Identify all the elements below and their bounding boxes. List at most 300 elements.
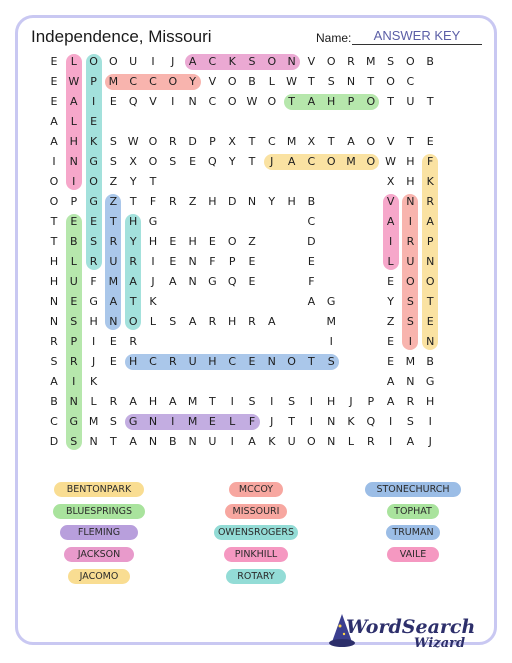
grid-letter: D xyxy=(49,435,59,448)
grid-letter: N xyxy=(148,435,158,448)
grid-letter: O xyxy=(109,55,118,68)
grid-letter: O xyxy=(148,155,158,168)
grid-letter: A xyxy=(426,215,434,228)
grid-letter: C xyxy=(129,75,138,88)
grid-letter: N xyxy=(327,415,336,428)
grid-letter: D xyxy=(307,235,316,248)
grid-letter: F xyxy=(308,275,315,288)
grid-letter: R xyxy=(168,195,177,208)
grid-letter: I xyxy=(72,375,76,388)
grid-letter: X xyxy=(386,175,395,188)
grid-letter: E xyxy=(109,95,117,108)
grid-letter: V xyxy=(386,195,395,208)
grid-letter: H xyxy=(208,355,217,368)
grid-letter: A xyxy=(188,315,197,328)
grid-letter: S xyxy=(327,75,335,88)
grid-letter: O xyxy=(148,135,158,148)
grid-letter: T xyxy=(288,415,295,428)
grid-letter: I xyxy=(329,335,333,348)
grid-letter: N xyxy=(346,75,356,88)
grid-letter: E xyxy=(50,55,58,68)
grid-letter: I xyxy=(388,415,393,428)
logo-text: WordSearch xyxy=(346,616,476,638)
grid-letter: C xyxy=(267,135,276,148)
grid-letter: H xyxy=(148,235,158,248)
grid-letter: H xyxy=(208,195,217,208)
grid-letter: T xyxy=(426,295,434,308)
grid-letter: J xyxy=(428,435,432,448)
grid-letter: N xyxy=(89,435,98,448)
grid-letter: Z xyxy=(248,235,256,248)
grid-letter: N xyxy=(327,435,336,448)
grid-letter: E xyxy=(387,275,395,288)
grid-letter: A xyxy=(307,95,316,108)
word-item-bluesprings: BLUESPRINGS xyxy=(53,504,145,519)
grid-letter: A xyxy=(129,395,137,408)
grid-letter: C xyxy=(149,355,157,368)
grid-letter: G xyxy=(425,375,435,388)
grid-letter: U xyxy=(109,255,118,268)
grid-letter: N xyxy=(109,315,118,328)
grid-letter: O xyxy=(128,315,138,328)
grid-letter: E xyxy=(70,215,78,228)
grid-letter: P xyxy=(228,255,236,268)
grid-letter: X xyxy=(228,135,236,148)
grid-letter: W xyxy=(68,75,80,88)
grid-letter: L xyxy=(347,435,355,448)
grid-letter: N xyxy=(49,295,59,308)
grid-letter: N xyxy=(426,255,435,268)
grid-letter: R xyxy=(406,395,415,408)
grid-letter: U xyxy=(406,255,415,268)
grid-letter: S xyxy=(109,155,117,168)
grid-letter: O xyxy=(49,175,59,188)
grid-letter: T xyxy=(50,215,58,228)
grid-letter: I xyxy=(408,335,413,348)
grid-letter: R xyxy=(168,355,177,368)
grid-letter: R xyxy=(426,195,435,208)
grid-letter: B xyxy=(248,75,256,88)
grid-letter: H xyxy=(69,135,78,148)
grid-letter: R xyxy=(406,235,415,248)
grid-letter: O xyxy=(406,55,415,68)
grid-letter: T xyxy=(110,215,117,228)
grid-letter: E xyxy=(189,155,197,168)
grid-letter: E xyxy=(169,235,177,248)
grid-letter: M xyxy=(88,415,99,428)
grid-letter: G xyxy=(128,415,138,428)
grid-letter: R xyxy=(89,255,98,268)
grid-letter: Q xyxy=(128,95,138,108)
grid-letter: R xyxy=(129,335,138,348)
grid-letter: W xyxy=(286,75,298,88)
grid-letter: F xyxy=(427,155,434,168)
word-item-rotary: ROTARY xyxy=(226,569,286,584)
grid-letter: K xyxy=(149,295,157,308)
grid-letter: Z xyxy=(386,315,395,328)
grid-letter: A xyxy=(70,95,78,108)
grid-letter: H xyxy=(148,395,158,408)
grid-letter: H xyxy=(129,355,138,368)
word-item-bentonpark: BENTONPARK xyxy=(54,482,144,497)
grid-letter: G xyxy=(208,275,217,288)
grid-letter: E xyxy=(208,415,216,428)
grid-letter: T xyxy=(407,135,414,148)
grid-letter: A xyxy=(129,275,137,288)
grid-letter: C xyxy=(50,415,58,428)
grid-letter: Z xyxy=(109,175,118,188)
grid-letter: I xyxy=(151,255,155,268)
grid-letter: O xyxy=(227,75,237,88)
word-item-owensrogers: OWENSROGERS xyxy=(214,525,298,540)
grid-letter: J xyxy=(151,275,155,288)
grid-letter: Z xyxy=(188,195,197,208)
grid-letter: T xyxy=(426,95,434,108)
grid-letter: T xyxy=(149,175,157,188)
grid-letter: K xyxy=(228,55,236,68)
word-item-fleming: FLEMING xyxy=(60,525,138,540)
grid-letter: I xyxy=(72,175,76,188)
grid-letter: L xyxy=(70,55,77,68)
grid-letter: B xyxy=(70,235,78,248)
grid-letter: E xyxy=(426,315,434,328)
grid-letter: Z xyxy=(109,195,118,208)
grid-letter: B xyxy=(50,395,58,408)
grid-letter: M xyxy=(108,275,119,288)
grid-letter: E xyxy=(109,355,117,368)
grid-letter: P xyxy=(70,335,78,348)
grid-letter: E xyxy=(426,135,434,148)
grid-letter: M xyxy=(286,135,297,148)
grid-letter: L xyxy=(90,395,97,408)
grid-letter: G xyxy=(89,295,98,308)
grid-letter: A xyxy=(287,155,296,168)
grid-letter: S xyxy=(406,315,414,328)
grid-letter: M xyxy=(405,355,416,368)
word-item-jacomo: JACOMO xyxy=(68,569,130,584)
grid-letter: W xyxy=(385,155,397,168)
grid-letter: T xyxy=(387,95,394,108)
grid-letter: G xyxy=(326,295,336,308)
grid-letter: D xyxy=(188,135,197,148)
grid-letter: C xyxy=(307,155,316,168)
grid-letter: M xyxy=(187,395,198,408)
grid-letter: B xyxy=(169,435,177,448)
grid-letter: M xyxy=(346,155,356,168)
grid-letter: N xyxy=(267,355,276,368)
grid-letter: Q xyxy=(208,155,217,168)
grid-letter: C xyxy=(208,95,217,108)
grid-letter: A xyxy=(109,295,118,308)
grid-letter: O xyxy=(366,95,376,108)
grid-letter: S xyxy=(90,235,98,248)
grid-letter: A xyxy=(188,55,197,68)
grid-letter: I xyxy=(309,415,314,428)
grid-letter: E xyxy=(109,335,117,348)
logo-subtext: Wizard xyxy=(414,636,466,651)
grid-letter: E xyxy=(50,75,58,88)
grid-letter: I xyxy=(270,395,274,408)
grid-letter: T xyxy=(327,135,335,148)
grid-letter: J xyxy=(91,355,96,368)
grid-letter: F xyxy=(149,195,157,208)
grid-letter: C xyxy=(228,355,237,368)
grid-letter: M xyxy=(187,415,198,428)
grid-letter: A xyxy=(169,275,177,288)
grid-letter: A xyxy=(50,135,58,148)
grid-letter: M xyxy=(326,315,336,328)
grid-letter: I xyxy=(91,95,96,108)
grid-letter: C xyxy=(149,75,157,88)
grid-letter: Y xyxy=(387,295,394,308)
grid-letter: N xyxy=(406,195,415,208)
grid-letter: E xyxy=(90,215,98,228)
grid-letter: G xyxy=(89,195,98,208)
grid-letter: R xyxy=(69,355,78,368)
grid-letter: V xyxy=(386,135,395,148)
grid-letter: A xyxy=(268,315,276,328)
name-field[interactable]: ANSWER KEY xyxy=(352,28,482,45)
grid-letter: S xyxy=(109,415,117,428)
grid-letter: S xyxy=(169,315,177,328)
grid-letter: F xyxy=(209,255,216,268)
grid-letter: O xyxy=(287,355,296,368)
grid-letter: L xyxy=(149,315,157,328)
grid-letter: C xyxy=(307,215,316,228)
grid-letter: K xyxy=(347,415,355,428)
grid-letter: O xyxy=(49,195,59,208)
grid-letter: N xyxy=(49,315,59,328)
grid-letter: K xyxy=(89,375,98,388)
grid-letter: T xyxy=(308,355,315,368)
grid-letter: H xyxy=(406,155,415,168)
grid-letter: G xyxy=(89,155,98,168)
grid-letter: S xyxy=(109,135,117,148)
grid-letter: R xyxy=(109,395,118,408)
grid-letter: O xyxy=(267,55,277,68)
grid-letter: A xyxy=(347,135,355,148)
grid-letter: O xyxy=(425,275,435,288)
grid-letter: A xyxy=(50,375,58,388)
grid-letter: H xyxy=(327,395,336,408)
grid-letter: O xyxy=(366,135,376,148)
grid-letter: L xyxy=(229,415,236,428)
grid-letter: E xyxy=(90,115,98,128)
grid-letter: U xyxy=(188,355,197,368)
grid-letter: B xyxy=(426,355,434,368)
grid-letter: A xyxy=(248,435,256,448)
grid-letter: O xyxy=(326,55,336,68)
grid-letter: D xyxy=(227,195,237,208)
wordsearch-wizard-logo xyxy=(328,612,474,654)
grid-letter: J xyxy=(270,415,274,428)
grid-letter: I xyxy=(388,235,393,248)
grid-letter: N xyxy=(148,415,158,428)
grid-letter: T xyxy=(209,395,216,408)
grid-letter: M xyxy=(366,55,376,68)
grid-letter: H xyxy=(188,235,197,248)
grid-letter: H xyxy=(406,175,415,188)
grid-letter: H xyxy=(426,395,435,408)
grid-letter: U xyxy=(129,55,138,68)
grid-letter: P xyxy=(209,135,216,148)
grid-letter: I xyxy=(171,415,175,428)
grid-letter: E xyxy=(70,295,78,308)
grid-letter: F xyxy=(90,275,97,288)
grid-letter: I xyxy=(309,395,314,408)
grid-letter: J xyxy=(171,55,175,68)
grid-letter: S xyxy=(327,355,335,368)
grid-letter: I xyxy=(388,435,393,448)
grid-letter: O xyxy=(227,95,237,108)
grid-letter: H xyxy=(228,315,237,328)
grid-letter: B xyxy=(426,55,434,68)
grid-letter: E xyxy=(307,255,315,268)
word-item-jackson: JACKSON xyxy=(64,547,134,562)
grid-letter: H xyxy=(49,255,59,268)
grid-letter: Y xyxy=(129,235,137,248)
grid-letter: E xyxy=(387,355,395,368)
grid-letter: Y xyxy=(129,175,137,188)
grid-letter: U xyxy=(69,275,78,288)
word-item-truman: TRUMAN xyxy=(386,525,440,540)
grid-letter: R xyxy=(248,315,256,328)
grid-letter: Y xyxy=(189,75,196,88)
grid-letter: V xyxy=(208,75,217,88)
grid-letter: C xyxy=(406,75,415,88)
grid-letter: E xyxy=(248,255,256,268)
word-item-pinkhill: PINKHILL xyxy=(224,547,288,562)
grid-letter: N xyxy=(69,155,78,168)
grid-letter: J xyxy=(270,155,274,168)
grid-letter: Q xyxy=(227,275,237,288)
grid-letter: G xyxy=(148,215,158,228)
grid-letter: O xyxy=(326,155,336,168)
grid-letter: P xyxy=(347,95,355,108)
grid-letter: S xyxy=(288,395,296,408)
grid-letter: N xyxy=(426,335,435,348)
grid-letter: P xyxy=(70,195,78,208)
grid-letter: V xyxy=(307,55,316,68)
grid-letter: N xyxy=(247,195,257,208)
grid-letter: N xyxy=(188,275,197,288)
grid-letter: V xyxy=(149,95,157,108)
grid-letter: I xyxy=(408,215,413,228)
grid-letter: S xyxy=(387,55,395,68)
grid-letter: S xyxy=(248,55,256,68)
grid-letter: N xyxy=(406,375,415,388)
grid-letter: S xyxy=(248,395,256,408)
grid-letter: T xyxy=(367,75,375,88)
word-item-tophat: TOPHAT xyxy=(387,504,439,519)
grid-letter: O xyxy=(89,175,98,188)
grid-letter: L xyxy=(268,75,275,88)
grid-letter: J xyxy=(349,395,353,408)
grid-letter: H xyxy=(327,95,336,108)
word-item-mccoy: MCCOY xyxy=(229,482,283,497)
grid-letter: L xyxy=(70,255,77,268)
grid-letter: S xyxy=(70,315,78,328)
grid-letter: E xyxy=(387,335,395,348)
grid-letter: N xyxy=(188,95,197,108)
grid-letter: Y xyxy=(228,155,236,168)
grid-letter: X xyxy=(307,135,316,148)
word-item-stonechurch: STONECHURCH xyxy=(365,482,461,497)
grid-letter: I xyxy=(91,335,96,348)
grid-letter: T xyxy=(129,195,137,208)
grid-letter: A xyxy=(307,295,316,308)
grid-letter: R xyxy=(347,55,355,68)
grid-letter: T xyxy=(288,95,295,108)
grid-letter: R xyxy=(129,255,138,268)
grid-letter: A xyxy=(406,435,415,448)
name-label: Name: xyxy=(316,31,352,45)
grid-letter: Y xyxy=(268,195,276,208)
grid-letter: L xyxy=(70,115,77,128)
grid-letter: I xyxy=(230,435,234,448)
grid-letter: U xyxy=(406,95,415,108)
grid-letter: E xyxy=(208,235,216,248)
grid-letter: P xyxy=(367,395,375,408)
grid-letter: F xyxy=(248,415,256,428)
grid-letter: G xyxy=(69,415,79,428)
grid-letter: A xyxy=(169,395,177,408)
grid-letter: A xyxy=(50,115,58,128)
grid-letter: P xyxy=(90,75,97,88)
grid-letter: O xyxy=(89,55,98,68)
grid-letter: P xyxy=(426,235,434,248)
grid-letter: S xyxy=(169,155,177,168)
grid-letter: R xyxy=(168,135,177,148)
grid-letter: K xyxy=(89,135,98,148)
grid-letter: L xyxy=(387,255,394,268)
highlight-rotary xyxy=(125,214,141,330)
grid-letter: N xyxy=(69,395,78,408)
grid-letter: R xyxy=(208,315,217,328)
grid-letter: O xyxy=(267,95,277,108)
grid-letter: K xyxy=(268,435,276,448)
grid-letter: I xyxy=(428,415,432,428)
grid-letter: A xyxy=(386,375,395,388)
grid-letter: R xyxy=(366,435,375,448)
grid-letter: O xyxy=(227,235,237,248)
grid-letter: W xyxy=(127,135,139,148)
grid-letter: Q xyxy=(366,415,376,428)
grid-letter: N xyxy=(287,55,296,68)
grid-letter: H xyxy=(129,215,138,228)
grid-letter: R xyxy=(50,335,58,348)
grid-letter: E xyxy=(248,355,256,368)
grid-letter: U xyxy=(287,435,296,448)
grid-letter: A xyxy=(386,395,395,408)
grid-letter: E xyxy=(50,95,58,108)
grid-letter: S xyxy=(50,355,58,368)
grid-letter: T xyxy=(110,435,117,448)
word-item-missouri: MISSOURI xyxy=(225,504,287,519)
grid-letter: I xyxy=(230,395,234,408)
page-title: Independence, Missouri xyxy=(31,27,212,46)
grid-letter: M xyxy=(108,75,119,88)
grid-letter: T xyxy=(248,135,256,148)
grid-letter: X xyxy=(129,155,137,168)
grid-letter: N xyxy=(188,255,197,268)
grid-letter: U xyxy=(208,435,217,448)
grid-letter: E xyxy=(248,275,256,288)
grid-letter: W xyxy=(246,95,258,108)
grid-letter: I xyxy=(52,155,56,168)
grid-letter: S xyxy=(70,435,78,448)
grid-letter: R xyxy=(109,235,118,248)
